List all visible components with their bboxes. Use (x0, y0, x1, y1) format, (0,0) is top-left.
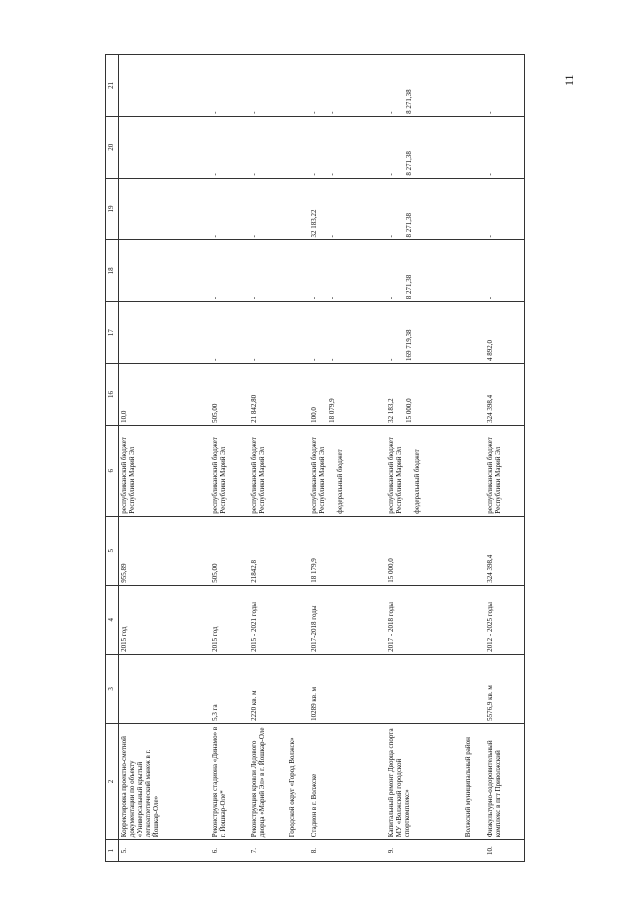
funding-source-text: республиканский бюджет Республики Марий Эл (249, 435, 266, 514)
period (386, 585, 463, 654)
funding-source-text: республиканский бюджет Республики Марий Эл (120, 435, 137, 514)
year-value-text: - (249, 173, 258, 176)
row-number (210, 840, 249, 862)
empty-cell (287, 425, 308, 516)
year-value-text: 324 398,4 (485, 394, 494, 423)
year-value (309, 116, 386, 178)
object-name-text: Реконструкция кровли Ледового дворца «Марий Эл» в г. Йошкар-Оле (249, 727, 266, 838)
year-value (485, 364, 525, 426)
year-value (485, 55, 525, 117)
row-number (309, 840, 386, 862)
capacity (249, 654, 288, 723)
year-value-text: 32 183,2 (386, 398, 395, 423)
year-value-text: - (249, 235, 258, 238)
empty-cell (463, 302, 484, 364)
year-value-text: - (210, 296, 219, 300)
cost-text: 955,89 (120, 563, 128, 583)
period (309, 585, 386, 654)
section-row (287, 55, 308, 862)
object-name-text: Капитальный ремонт Дворца спорта МУ «Волжский городской спорткомплекс» (386, 726, 412, 838)
year-value-sub-text: 169 719,38 (404, 329, 413, 362)
empty-cell (463, 364, 484, 426)
funding-source-text: республиканский бюджет Республики Марий Эл (210, 435, 227, 514)
year-value-sub-text: - (327, 111, 336, 114)
year-value (210, 178, 249, 240)
year-value-text: - (386, 173, 395, 176)
cost-text: 324 398,4 (485, 554, 494, 583)
year-value-text: - (386, 358, 395, 362)
year-value-sub-text: - (327, 173, 336, 176)
year-value (309, 364, 386, 426)
object-name-text: Корректировка проектно-сметной документации по объекту «Универсальный крытый легкоатлетический манеж в г. Йошкар-Оле» (120, 734, 161, 838)
year-value (309, 240, 386, 302)
year-value-text: - (210, 235, 219, 238)
header-cell: 1 (106, 840, 119, 862)
object-name (210, 723, 249, 839)
year-value (386, 178, 463, 240)
empty-cell (287, 55, 308, 117)
table-row (386, 55, 463, 862)
period-text: 2012 - 2025 годы (485, 601, 494, 652)
year-value-text: - (309, 296, 318, 300)
funding-source (210, 425, 249, 516)
empty-cell (463, 55, 484, 117)
year-value (485, 302, 525, 364)
year-value-text: - (485, 173, 494, 176)
year-value-sub-text: 8 271,38 (404, 151, 413, 176)
year-value-text: - (309, 358, 318, 362)
year-value (210, 240, 249, 302)
object-name (485, 723, 525, 839)
year-value (119, 116, 210, 178)
capacity-text: 5,3 га (210, 704, 219, 721)
funding-source (386, 425, 463, 516)
year-value-text: - (249, 111, 258, 114)
cost-text: 15 000,0 (386, 558, 395, 583)
object-name (463, 723, 484, 839)
year-value-text: - (210, 111, 219, 114)
empty-cell (463, 116, 484, 178)
year-value (119, 178, 210, 240)
empty-cell (287, 240, 308, 302)
funding-source-text: республиканский бюджет Республики Марий Эл (485, 435, 502, 514)
section-row (463, 55, 484, 862)
object-name-text: Физкультурно-оздоровительный комплекс в пгт Приволжский (485, 738, 502, 838)
year-value-text: - (210, 358, 219, 362)
cost-text: 505,00 (210, 563, 219, 583)
funding-source (249, 425, 288, 516)
table-row (210, 55, 249, 862)
year-value-text: 21 842,80 (249, 394, 258, 423)
cost (249, 516, 288, 585)
table-row (119, 55, 210, 862)
year-value (249, 178, 288, 240)
year-value (485, 240, 525, 302)
year-value-text: 4 892,0 (485, 340, 494, 362)
header-cell: 18 (106, 240, 119, 302)
header-cell: 4 (106, 585, 119, 654)
year-value-sub-text: 18 079,9 (327, 398, 336, 423)
year-value-text: - (485, 111, 494, 114)
empty-cell (287, 364, 308, 426)
investment-table (105, 54, 525, 862)
empty-cell (463, 585, 484, 654)
header-cell: 19 (106, 178, 119, 240)
row-number (249, 840, 288, 862)
empty-cell (287, 116, 308, 178)
empty-cell (287, 302, 308, 364)
row-number-text: 10. (485, 846, 494, 855)
year-value-text: 505,00 (210, 403, 219, 423)
year-value-sub-text: 15 000,0 (404, 398, 413, 423)
funding-source (119, 425, 210, 516)
object-name (119, 723, 210, 839)
year-value (309, 55, 386, 117)
year-value (249, 364, 288, 426)
period (210, 585, 249, 654)
year-value-text: - (386, 296, 395, 300)
empty-cell (287, 516, 308, 585)
year-value-text: - (249, 358, 258, 362)
year-value-text: - (485, 235, 494, 238)
year-value-text: - (309, 173, 318, 176)
capacity (119, 654, 210, 723)
funding-source-sub-text: федеральный бюджет (413, 449, 422, 514)
object-name (309, 723, 386, 839)
period-text: 2015 год (120, 626, 128, 652)
header-cell: 20 (106, 116, 119, 178)
capacity (485, 654, 525, 723)
year-value (485, 178, 525, 240)
year-value (210, 116, 249, 178)
funding-source-text: республиканский бюджет Республики Марий Эл (386, 435, 403, 514)
year-value (386, 364, 463, 426)
period-text: 2015 год (210, 626, 219, 652)
header-cell: 16 (106, 364, 119, 426)
cost (485, 516, 525, 585)
year-value-text: 10,0 (120, 410, 128, 423)
row-number (485, 840, 525, 862)
capacity-text: 2220 кв. м (249, 690, 258, 721)
year-value (386, 302, 463, 364)
year-value-sub-text: - (327, 358, 336, 362)
object-name (386, 723, 463, 839)
object-name-text: Реконструкция стадиона «Динамо» в г. Йошкар-Оле* (210, 725, 227, 838)
capacity (309, 654, 386, 723)
empty-cell (287, 654, 308, 723)
year-value-sub-text: 8 271,38 (404, 89, 413, 114)
year-value (249, 55, 288, 117)
year-value (119, 302, 210, 364)
row-number-text: 9. (386, 847, 395, 854)
year-value-text: - (386, 111, 395, 114)
funding-source-text: республиканский бюджет Республики Марий Эл (309, 435, 326, 514)
header-cell: 3 (106, 654, 119, 723)
header-cell: 21 (106, 55, 119, 117)
object-name-text: Городской округ «Город Волжск» (288, 737, 297, 838)
year-value-sub-text: - (327, 235, 336, 238)
period-text: 2017-2018 годы (309, 605, 318, 652)
year-value-sub-text: - (327, 296, 336, 300)
year-value (386, 240, 463, 302)
year-value (386, 55, 463, 117)
table-row (309, 55, 386, 862)
year-value (210, 55, 249, 117)
year-value-text: 32 183,22 (309, 209, 318, 238)
year-value-text: - (485, 296, 494, 300)
capacity-text: 10289 кв. м (309, 687, 318, 721)
funding-source (485, 425, 525, 516)
row-number-text: 7. (249, 847, 258, 854)
year-value (119, 364, 210, 426)
year-value (249, 240, 288, 302)
capacity-text: 5576,9 кв. м (485, 685, 494, 721)
year-value (249, 116, 288, 178)
period-text: 2015 - 2021 годы (249, 601, 258, 652)
row-number (463, 840, 484, 862)
period (119, 585, 210, 654)
year-value-text: - (210, 173, 219, 176)
cost (119, 516, 210, 585)
cost-text: 18 179,9 (309, 558, 318, 583)
empty-cell (463, 178, 484, 240)
rotated-table-container (105, 54, 525, 862)
year-value-text: 100,0 (309, 407, 318, 423)
empty-cell (463, 240, 484, 302)
header-cell: 17 (106, 302, 119, 364)
row-number-text: 6. (210, 847, 219, 854)
header-cell: 5 (106, 516, 119, 585)
empty-cell (287, 585, 308, 654)
empty-cell (463, 516, 484, 585)
capacity (210, 654, 249, 723)
table-row (249, 55, 288, 862)
object-name (249, 723, 288, 839)
year-value-text: - (386, 235, 395, 238)
object-name (287, 723, 308, 839)
row-number (119, 840, 210, 862)
capacity (386, 654, 463, 723)
row-number-text: 5. (120, 847, 128, 854)
page-number: 11 (562, 74, 576, 86)
header-cell: 6 (106, 425, 119, 516)
year-value (309, 302, 386, 364)
row-number (287, 840, 308, 862)
year-value (210, 302, 249, 364)
period (249, 585, 288, 654)
funding-source-sub-text: федеральный бюджет (335, 449, 344, 514)
year-value-text: - (309, 111, 318, 114)
row-number-text: 8. (309, 847, 318, 854)
year-value (119, 55, 210, 117)
empty-cell (463, 425, 484, 516)
cost-text: 21842,8 (249, 560, 258, 583)
header-row (106, 55, 119, 862)
object-name-text: Волжский муниципальный район (464, 737, 473, 838)
year-value-sub-text: 8 271,38 (404, 212, 413, 238)
year-value-sub-text: 8 271,38 (404, 274, 413, 300)
year-value (386, 116, 463, 178)
funding-source (309, 425, 386, 516)
empty-cell (287, 178, 308, 240)
year-value (119, 240, 210, 302)
year-value (249, 302, 288, 364)
year-value-text: - (249, 296, 258, 300)
row-number (386, 840, 463, 862)
year-value (309, 178, 386, 240)
header-cell: 2 (106, 723, 119, 839)
cost (309, 516, 386, 585)
object-name-text: Стадион в г. Волжске (309, 773, 318, 838)
cost (210, 516, 249, 585)
cost (386, 516, 463, 585)
empty-cell (463, 654, 484, 723)
period-text: 2017 - 2018 годы (386, 601, 395, 652)
year-value (485, 116, 525, 178)
year-value (210, 364, 249, 426)
period (485, 585, 525, 654)
table-row (485, 55, 525, 862)
